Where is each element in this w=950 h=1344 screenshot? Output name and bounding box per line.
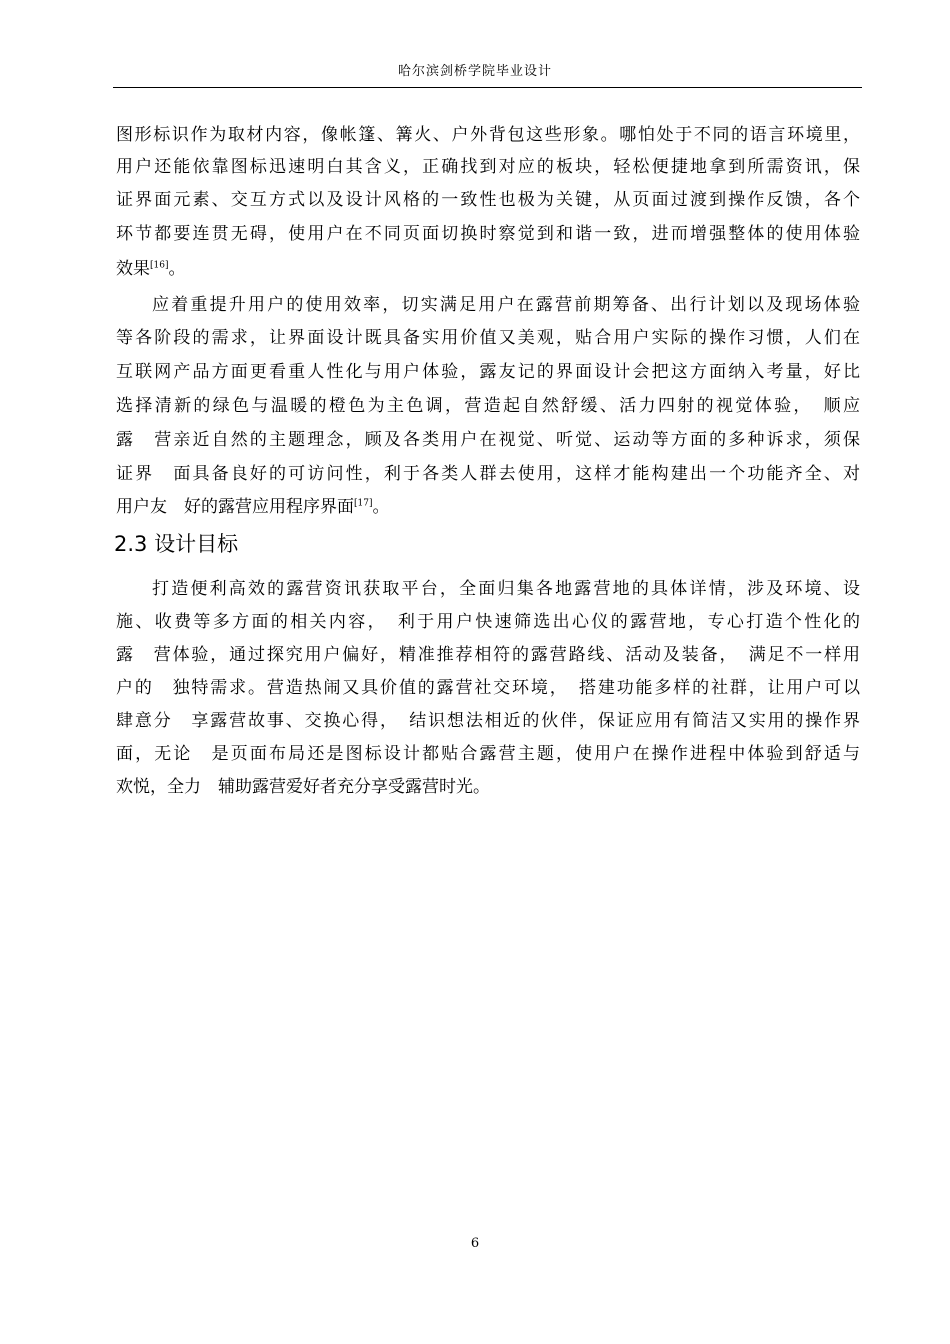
paragraph-line: 等各阶段的需求，让界面设计既具备实用价值又美观，贴合用户实际的操作习惯，人们在 bbox=[116, 328, 860, 348]
paragraph-line: 互联网产品方面更看重人性化与用户体验，露友记的界面设计会把这方面纳入考量，好比 bbox=[116, 362, 860, 382]
paragraph-line: 证界 面具备良好的可访问性，利于各类人群去使用，这样才能构建出一个功能齐全、对 bbox=[116, 464, 860, 484]
citation-marker: [17] bbox=[354, 498, 373, 509]
paragraph-line: 选择清新的绿色与温暖的橙色为主色调，营造起自然舒缓、活力四射的视觉体验， 顺应 bbox=[116, 396, 860, 416]
citation-marker: [16] bbox=[150, 260, 169, 271]
paragraph-line: 图形标识作为取材内容，像帐篷、篝火、户外背包这些形象。哪怕处于不同的语言环境里， bbox=[116, 125, 860, 145]
paragraph-line: 露 营体验，通过探究用户偏好，精准推荐相符的露营路线、活动及装备， 满足不一样用 bbox=[116, 645, 860, 665]
paragraph-line: 打造便利高效的露营资讯获取平台，全面归集各地露营地的具体详情，涉及环境、设 bbox=[152, 579, 860, 599]
paragraph-line: 露 营亲近自然的主题理念，顾及各类用户在视觉、听觉、运动等方面的多种诉求，须保 bbox=[116, 430, 860, 450]
page-number: 6 bbox=[470, 1236, 480, 1251]
paragraph-line: 施、收费等多方面的相关内容， 利于用户快速筛选出心仪的露营地，专心打造个性化的 bbox=[116, 612, 860, 632]
section-heading: 2.3 设计目标 bbox=[114, 532, 239, 556]
paragraph-text: 。 bbox=[372, 497, 390, 517]
paragraph-last-line bbox=[116, 258, 860, 280]
paragraph-text: 。 bbox=[168, 259, 186, 279]
paragraph-last-line: 欢悦，全力 辅助露营爱好者充分享受露营时光。 bbox=[116, 777, 490, 797]
paragraph-line: 应着重提升用户的使用效率，切实满足用户在露营前期筹备、出行计划以及现场体验 bbox=[152, 295, 860, 315]
paragraph-line: 环节都要连贯无碍，使用户在不同页面切换时察觉到和谐一致，进而增强整体的使用体验 bbox=[116, 224, 860, 244]
running-header: 哈尔滨剑桥学院毕业设计 bbox=[397, 64, 552, 79]
paragraph-text: 用户友 好的露营应用程序界面 bbox=[116, 497, 354, 517]
paragraph-line: 面，无论 是页面布局还是图标设计都贴合露营主题，使用户在操作进程中体验到舒适与 bbox=[116, 744, 860, 764]
paragraph-line: 用户还能依靠图标迅速明白其含义，正确找到对应的板块，轻松便捷地拿到所需资讯，保 bbox=[116, 157, 860, 177]
paragraph-last-line bbox=[116, 496, 860, 518]
paragraph-line: 证界面元素、交互方式以及设计风格的一致性也极为关键，从页面过渡到操作反馈，各个 bbox=[116, 190, 860, 210]
paragraph-line: 肆意分 享露营故事、交换心得， 结识想法相近的伙伴，保证应用有简洁又实用的操作界 bbox=[116, 711, 860, 731]
paragraph-line: 户的 独特需求。营造热闹又具价值的露营社交环境， 搭建功能多样的社群，让用户可以 bbox=[116, 678, 860, 698]
paragraph-text: 效果 bbox=[116, 259, 150, 279]
header-divider bbox=[113, 87, 862, 88]
